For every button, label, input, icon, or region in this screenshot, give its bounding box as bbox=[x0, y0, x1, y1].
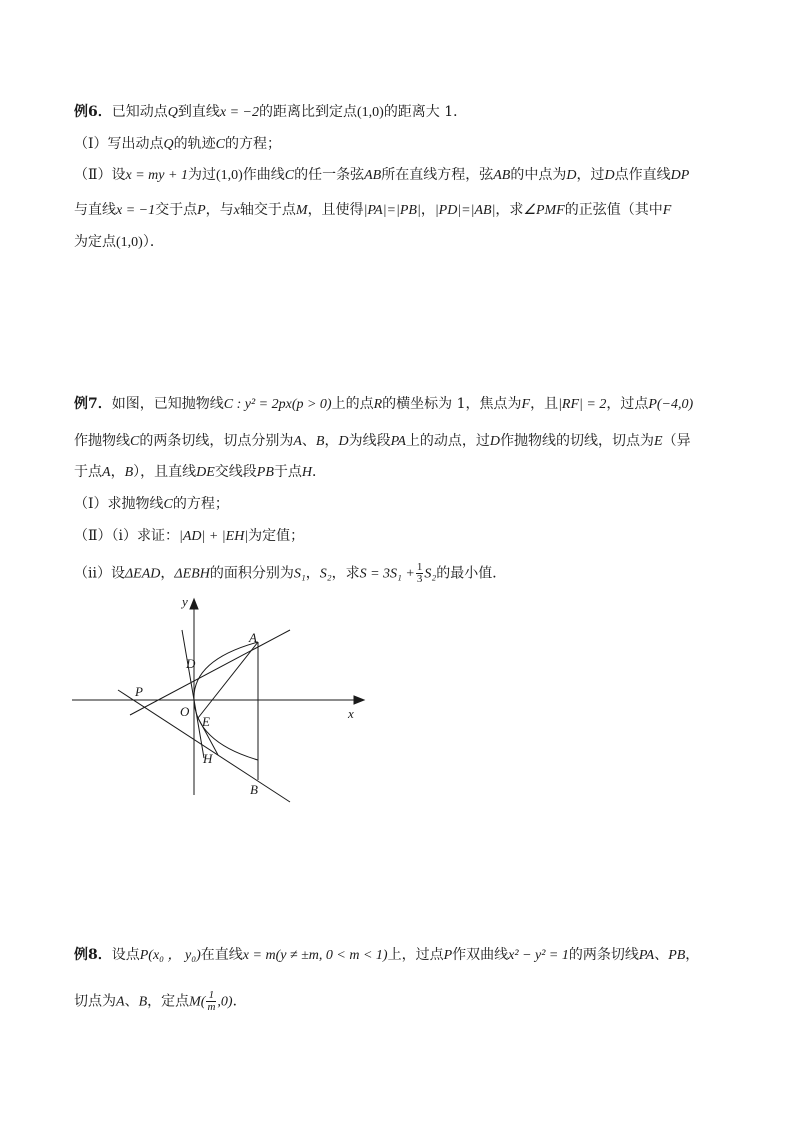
math: (1,0) bbox=[215, 168, 243, 183]
math: P(−4,0) bbox=[648, 397, 694, 412]
math: M( bbox=[189, 994, 206, 1010]
var: F bbox=[521, 397, 531, 412]
var: F bbox=[662, 203, 672, 218]
text: 、 bbox=[301, 433, 316, 449]
text: （Ⅱ）设 bbox=[74, 167, 126, 183]
math: ΔEBH bbox=[174, 566, 210, 582]
var: DP bbox=[670, 168, 690, 183]
text: 为定点 bbox=[74, 234, 116, 250]
text: （Ⅰ）写出动点 bbox=[74, 136, 164, 152]
text: ， bbox=[324, 433, 339, 449]
math: P(x₀ ， y₀) bbox=[139, 948, 201, 963]
label-P: P bbox=[135, 684, 143, 699]
text: ， bbox=[420, 202, 435, 218]
text: 的面积分别为 bbox=[209, 565, 294, 582]
ex8-line1 bbox=[74, 945, 734, 966]
frac-den: m bbox=[207, 1001, 216, 1013]
ex7-q1 bbox=[74, 494, 734, 515]
parabola-figure bbox=[60, 590, 380, 805]
text: ），且直线 bbox=[133, 464, 197, 480]
text: ，且使得 bbox=[307, 202, 364, 218]
var: D bbox=[338, 434, 349, 449]
text: 上，过点 bbox=[387, 947, 444, 963]
var: R bbox=[373, 397, 383, 412]
fraction-one-third bbox=[416, 562, 424, 585]
text: 于点 bbox=[74, 464, 102, 480]
text: 如图，已知抛物线 bbox=[111, 396, 224, 412]
text: 上的动点，过 bbox=[405, 433, 490, 449]
ex6-line1 bbox=[74, 102, 734, 123]
math: |AD| + |EH| bbox=[179, 529, 249, 544]
math: |PA|=|PB| bbox=[363, 203, 421, 218]
math: |PD|=|AB| bbox=[434, 203, 496, 218]
var: C bbox=[130, 434, 140, 449]
math: |RF| = 2 bbox=[558, 397, 607, 412]
var: A bbox=[102, 465, 111, 480]
var: D bbox=[566, 168, 577, 183]
math: S₂ bbox=[424, 566, 437, 582]
var: Q bbox=[163, 137, 174, 152]
ex7-line2 bbox=[74, 431, 734, 452]
label-x: x bbox=[348, 706, 354, 721]
var: PA bbox=[390, 434, 406, 449]
var: PB bbox=[256, 465, 274, 480]
var: AB bbox=[493, 168, 511, 183]
math: (1,0) bbox=[356, 105, 384, 120]
var: E bbox=[654, 434, 663, 449]
text: ， bbox=[160, 565, 175, 582]
ex7-line1 bbox=[74, 394, 734, 415]
label-y: y bbox=[182, 594, 188, 609]
text: ，过点 bbox=[606, 396, 649, 412]
var: A bbox=[116, 994, 125, 1010]
text: ， bbox=[305, 565, 320, 582]
text: 作抛物线 bbox=[74, 433, 130, 449]
var: C bbox=[163, 497, 173, 512]
math: C : y² = 2px(p > 0) bbox=[223, 397, 332, 412]
math: ∠PMF bbox=[523, 203, 565, 218]
var: B bbox=[124, 465, 134, 480]
ex6-part2-line1 bbox=[74, 165, 734, 186]
text: ，且 bbox=[530, 396, 559, 412]
var: C bbox=[284, 168, 295, 183]
text: 交线段 bbox=[214, 464, 257, 480]
var: B bbox=[315, 434, 325, 449]
text: ，求 bbox=[495, 202, 524, 218]
text: 轴交于点 bbox=[239, 202, 296, 218]
text: 的距离大 1． bbox=[383, 104, 468, 120]
math: x = −2 bbox=[219, 105, 259, 120]
text: 的轨迹 bbox=[173, 136, 216, 152]
text: 切点为 bbox=[74, 993, 116, 1010]
math: x = m(y ≠ ±m, 0 < m < 1) bbox=[242, 948, 388, 963]
text: （Ⅰ）求抛物线 bbox=[74, 496, 164, 512]
label-B: B bbox=[250, 782, 258, 797]
frac-den: 3 bbox=[416, 573, 423, 585]
ex7-label: 例7． bbox=[74, 396, 112, 412]
text: 作双曲线 bbox=[452, 947, 509, 963]
text: 的正弦值（其中 bbox=[564, 202, 663, 218]
text: 已知动点 bbox=[111, 104, 168, 120]
ex7-line3 bbox=[74, 462, 734, 483]
var: P bbox=[197, 203, 206, 218]
label-E: E bbox=[202, 714, 210, 729]
math: x = −1 bbox=[116, 203, 156, 218]
ex8-line2 bbox=[74, 990, 734, 1013]
text: 到直线 bbox=[177, 104, 220, 120]
text: 的方程； bbox=[225, 136, 281, 152]
var: AB bbox=[364, 168, 382, 183]
text: 的两条切线 bbox=[568, 947, 639, 963]
text: 设点 bbox=[111, 947, 140, 963]
var: P bbox=[443, 948, 453, 963]
var: H bbox=[301, 465, 313, 480]
math: ΔEAD bbox=[124, 566, 161, 582]
math: ,0) bbox=[217, 994, 233, 1010]
text: （ⅱ）设 bbox=[74, 565, 125, 582]
var-Q: Q bbox=[167, 105, 178, 120]
var: B bbox=[138, 994, 148, 1010]
parabola-curve bbox=[194, 642, 258, 760]
math: (1,0) bbox=[116, 235, 143, 250]
text: （Ⅱ）（ⅰ）求证： bbox=[74, 528, 179, 544]
var: x bbox=[233, 203, 240, 218]
text: ）． bbox=[142, 234, 164, 250]
text: ，与 bbox=[205, 202, 234, 218]
text: 的距离比到定点 bbox=[258, 104, 357, 120]
text: ． bbox=[232, 993, 247, 1010]
fraction-one-over-m bbox=[206, 990, 216, 1013]
text: 作抛物线的切线，切点为 bbox=[500, 433, 655, 449]
ex6-part1 bbox=[74, 134, 734, 155]
frac-num: 1 bbox=[416, 561, 423, 573]
ex6-part2-line2 bbox=[74, 200, 734, 221]
text: 为过 bbox=[187, 167, 216, 183]
frac-num: 1 bbox=[206, 990, 216, 1002]
text: 的中点为 bbox=[510, 167, 567, 183]
text: ． bbox=[312, 464, 327, 480]
text: ， bbox=[685, 947, 700, 963]
text: ，定点 bbox=[147, 993, 190, 1010]
text: 于点 bbox=[273, 464, 302, 480]
ex6-part2-line3 bbox=[74, 232, 734, 253]
label-D: D bbox=[186, 656, 196, 671]
text: 作曲线 bbox=[242, 167, 285, 183]
text: 的两条切线，切点分别为 bbox=[139, 433, 294, 449]
text: ，过 bbox=[576, 167, 605, 183]
text: 的方程； bbox=[172, 496, 229, 512]
var: M bbox=[295, 203, 308, 218]
var: D bbox=[604, 168, 615, 183]
var: DE bbox=[196, 465, 215, 480]
math: x = my + 1 bbox=[125, 168, 188, 183]
math: S₂ bbox=[319, 566, 332, 582]
text: 的横坐标为 1，焦点为 bbox=[382, 396, 522, 412]
text: 、 bbox=[654, 947, 669, 963]
text: ，求 bbox=[331, 565, 360, 582]
ex6-label: 例6． bbox=[74, 104, 112, 120]
ex7-q3 bbox=[74, 562, 734, 585]
var: PB bbox=[668, 948, 686, 963]
x-axis-arrow bbox=[354, 696, 364, 704]
tangent-PB bbox=[118, 690, 290, 802]
math: S₁ bbox=[293, 566, 306, 582]
label-H: H bbox=[203, 751, 213, 766]
y-axis-arrow bbox=[190, 599, 198, 609]
text: 的最小值． bbox=[436, 565, 507, 582]
text: 为定值； bbox=[248, 528, 305, 544]
math: x² − y² = 1 bbox=[508, 948, 569, 963]
ex8-label: 例8． bbox=[74, 947, 112, 963]
var: D bbox=[489, 434, 501, 449]
text: ， bbox=[110, 464, 125, 480]
text: 交于点 bbox=[155, 202, 198, 218]
ex7-q2 bbox=[74, 526, 734, 547]
var: C bbox=[215, 137, 225, 152]
text: 点作直线 bbox=[614, 167, 671, 183]
text: 与直线 bbox=[74, 202, 116, 218]
text: 的任一条弦 bbox=[294, 167, 365, 183]
text: 为线段 bbox=[348, 433, 391, 449]
math: S = 3S₁ + bbox=[359, 566, 415, 582]
text: 所在直线方程，弦 bbox=[381, 167, 494, 183]
var: A bbox=[293, 434, 302, 449]
label-O: O bbox=[180, 704, 190, 719]
label-A: A bbox=[249, 630, 257, 645]
text: 上的点 bbox=[331, 396, 374, 412]
var: PA bbox=[638, 948, 655, 963]
text: 、 bbox=[124, 993, 139, 1010]
text: 在直线 bbox=[200, 947, 243, 963]
text: （异 bbox=[662, 433, 691, 449]
